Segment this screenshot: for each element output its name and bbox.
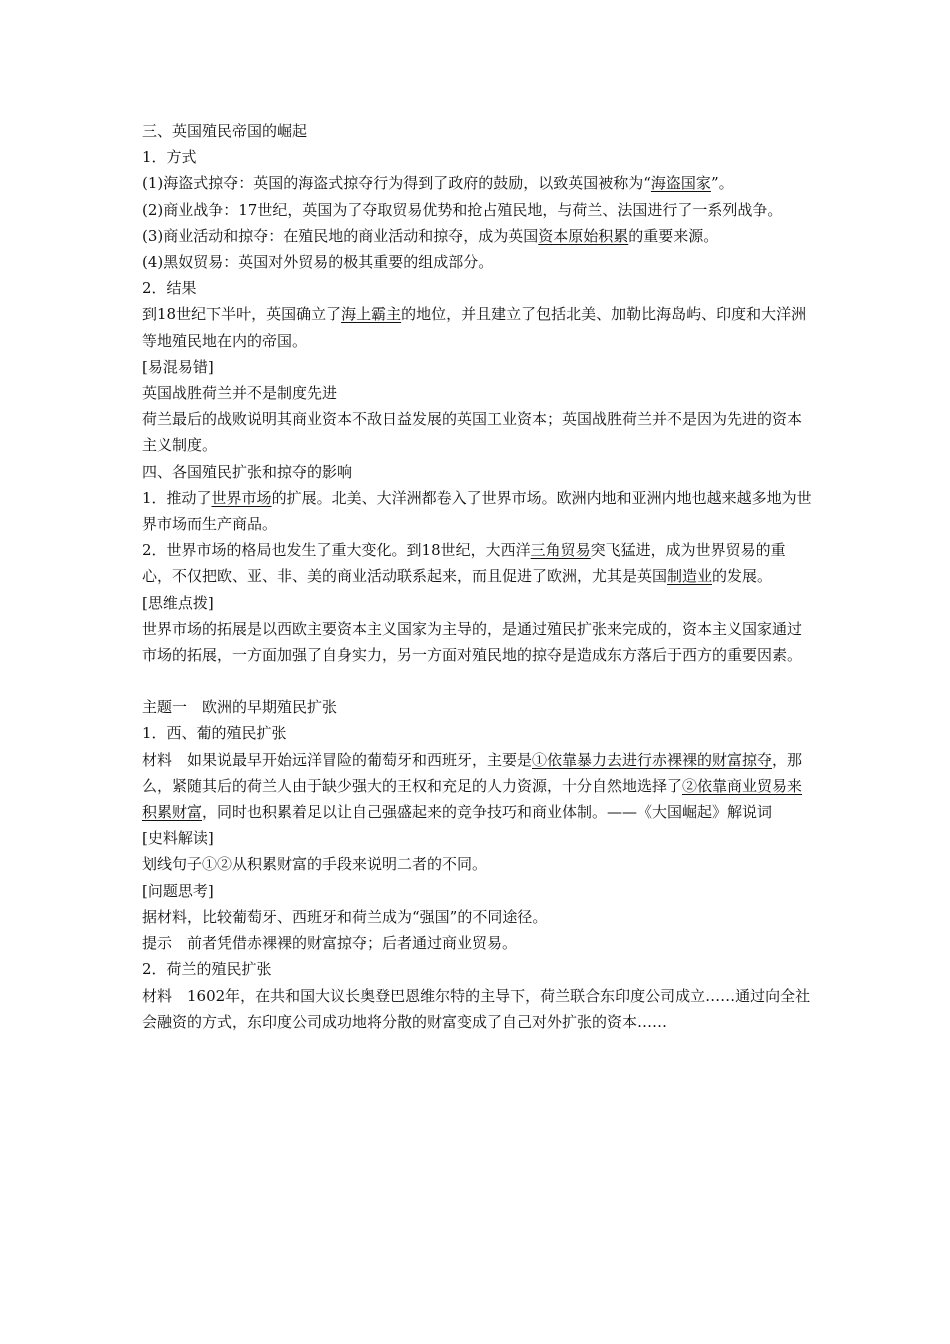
impact-2-start: 2．世界市场的格局也发生了重大变化。到18世纪，大西洋 (142, 541, 531, 560)
section-3-result-text (142, 301, 814, 353)
method-commerce-text: (3)商业活动和掠夺：在殖民地的商业活动和掠夺，成为英国 (142, 226, 539, 245)
theme-1-title: 主题一 欧洲的早期殖民扩张 (142, 698, 338, 717)
term-manufacturing: 制造业 (667, 567, 713, 586)
material-1-middle: ，那么，紧随其后的荷兰人由于缺少强大的王权和充足的人力资源，十分自然地选择了 (142, 750, 803, 795)
section-3-title: 三、英国殖民帝国的崛起 (142, 122, 308, 140)
method-commerce-plunder (142, 223, 814, 249)
impact-1 (142, 485, 814, 537)
material-1-start: 材料 如果说最早开始远洋冒险的葡萄牙和西班牙，主要是 (142, 750, 533, 769)
term-primitive-accumulation: 资本原始积累 (538, 226, 629, 245)
material-1 (142, 747, 814, 826)
section-3-result-heading: 2．结果 (142, 279, 197, 298)
term-sea-hegemon: 海上霸主 (341, 305, 402, 324)
theme-1-subtitle-1: 1．西、葡的殖民扩张 (142, 724, 287, 743)
reading-text: 划线句子①②从积累财富的手段来说明二者的不同。 (142, 855, 488, 874)
section-4-title: 四、各国殖民扩张和掠夺的影响 (142, 462, 353, 481)
question-text: 据材料，比较葡萄牙、西班牙和荷兰成为“强国”的不同途径。 (142, 907, 548, 926)
hint-text: 提示 前者凭借赤裸裸的财富掠夺；后者通过商业贸易。 (142, 934, 518, 953)
material-2: 材料 1602年，在共和国大议长奥登巴恩维尔特的主导下，荷兰联合东印度公司成立……通过向全社会融资的方式，东印度公司成功地将分散的财富变成了自己对外扩张的资本…… (142, 986, 811, 1031)
underlined-sentence-1: ①依靠暴力去进行赤裸裸的财富掠夺 (532, 750, 773, 769)
method-piracy-end: ”。 (710, 174, 734, 193)
method-piracy (142, 170, 814, 196)
question-label: [问题思考] (142, 881, 214, 900)
method-commerce-end: 的重要来源。 (628, 226, 719, 245)
result-text-end: 的地位，并且建立了包括北美、加勒比海岛屿、印度和大洋洲等地殖民地在内的帝国。 (142, 305, 807, 350)
material-1-end: ，同时也积累着足以让自己强盛起来的竞争技巧和商业体制。——《大国崛起》解说词 (202, 803, 773, 822)
think-text: 世界市场的拓展是以西欧主要资本主义国家为主导的，是通过殖民扩张来完成的，资本主义国家通过市场的拓展，一方面加强了自身实力，另一方面对殖民地的掠夺是造成东方落后于西方的重要因素。 (142, 619, 803, 665)
section-3-methods-heading: 1．方式 (142, 148, 197, 167)
method-commercial-war: (2)商业战争：17世纪，英国为了夺取贸易优势和抢占殖民地，与荷兰、法国进行了一系列战争。 (142, 200, 783, 219)
theme-1-subtitle-2: 2．荷兰的殖民扩张 (142, 960, 272, 979)
method-piracy-text: (1)海盗式掠夺：英国的海盗式掠夺行为得到了政府的鼓励，以致英国被称为“ (142, 174, 651, 193)
think-label: [思维点拨] (142, 593, 214, 612)
result-text-start: 到18世纪下半叶，英国确立了 (142, 305, 342, 324)
impact-1-end: 的扩展。北美、大洋洲都卷入了世界市场。欧洲内地和亚洲内地也越来越多地为世界市场而生产商品。 (142, 488, 812, 534)
underlined-sentence-2: ②依靠商业贸易来积累财富 (142, 776, 803, 822)
confuse-title: 英国战胜荷兰并不是制度先进 (142, 384, 338, 403)
confuse-text: 荷兰最后的战败说明其商业资本不敌日益发展的英国工业资本；英国战胜荷兰并不是因为先进的资本主义制度。 (142, 410, 803, 455)
impact-1-start: 1．推动了 (142, 488, 212, 507)
reading-label: [史料解读] (142, 829, 214, 848)
confuse-label: [易混易错] (142, 357, 214, 376)
term-triangular-trade: 三角贸易 (530, 541, 591, 560)
impact-2 (142, 537, 814, 589)
impact-2-end: 的发展。 (712, 567, 773, 586)
document-page (142, 118, 814, 1035)
term-pirate-nation: 海盗国家 (650, 174, 711, 193)
term-world-market: 世界市场 (211, 488, 272, 507)
method-slave-trade: (4)黑奴贸易：英国对外贸易的极其重要的组成部分。 (142, 253, 494, 272)
impact-2-middle: 突飞猛进，成为世界贸易的重心，不仅把欧、亚、非、美的商业活动联系起来，而且促进了欧洲，尤其是英国 (142, 541, 786, 586)
section-spacer (142, 668, 814, 694)
